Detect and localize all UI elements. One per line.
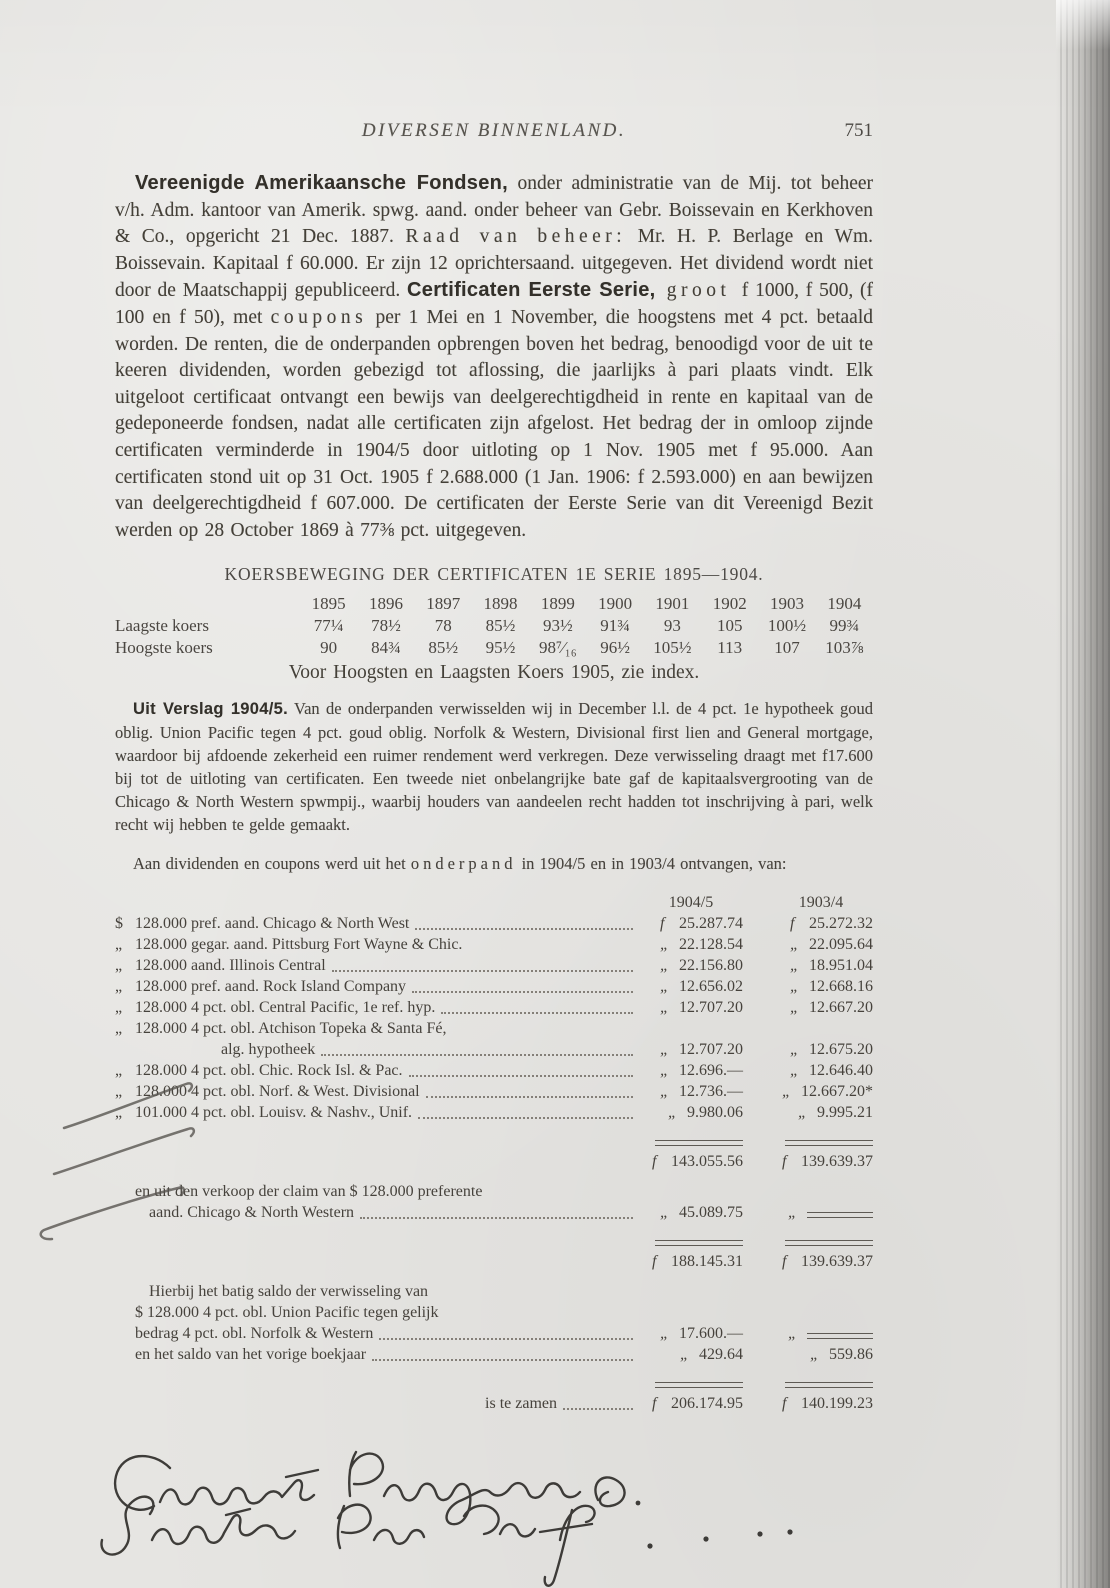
currency-mark: „ xyxy=(788,1203,797,1221)
currency-mark: „ xyxy=(790,956,799,974)
koers-cell: 85½ xyxy=(485,615,516,635)
running-head-title: DIVERSEN BINNENLAND. xyxy=(361,120,627,141)
koers-cell: 113 xyxy=(717,637,743,657)
amount-col2 xyxy=(769,1140,873,1149)
handwriting-word-w xyxy=(595,1477,624,1506)
line-text: Hierbij het batig saldo der verwisseling van xyxy=(149,1282,429,1300)
column-header-1904-5: 1904/5 xyxy=(668,893,714,911)
dotted-leader xyxy=(332,970,633,972)
koers-cell: 78 xyxy=(434,615,452,635)
double-rule xyxy=(785,1240,873,1246)
koers-cell: 1902 xyxy=(712,593,747,613)
amount-value: 12.707.20 xyxy=(679,998,743,1016)
ditto-mark: „ xyxy=(115,935,123,953)
text-run: Raad van beheer: xyxy=(405,226,627,248)
statement-row xyxy=(115,934,873,955)
koers-cell: 1899 xyxy=(540,593,575,613)
blank-dash xyxy=(807,1333,873,1339)
currency-mark: „ xyxy=(782,1082,791,1100)
book-fore-edge xyxy=(1056,0,1110,1588)
koers-cell: 100½ xyxy=(767,615,807,635)
amount-col1 xyxy=(639,1039,743,1060)
amount-col2 xyxy=(769,1102,873,1123)
dotted-leader xyxy=(360,1217,633,1219)
currency-mark: f xyxy=(652,1152,657,1170)
dotted-leader xyxy=(426,1096,633,1098)
handwriting-annotation xyxy=(101,1452,624,1586)
koers-cell: 1897 xyxy=(426,593,461,613)
statement-rule-row xyxy=(115,1228,873,1249)
dotted-leader xyxy=(441,1012,633,1014)
handwriting-dot xyxy=(757,1531,762,1536)
handwriting-word-southern xyxy=(101,1497,295,1555)
koers-footnote: Voor Hoogsten en Laagsten Koers 1905, zie index. xyxy=(288,661,700,683)
handwriting-word-pref xyxy=(464,1506,595,1586)
statement-row xyxy=(115,955,873,976)
statement-row xyxy=(115,1344,873,1365)
amount-col2 xyxy=(769,997,873,1018)
amount-col1 xyxy=(639,1060,743,1081)
amount-value: 559.86 xyxy=(829,1345,873,1363)
line-text: 128.000 aand. Illinois Central xyxy=(135,956,326,974)
currency-mark: „ xyxy=(660,977,669,995)
amount-col1 xyxy=(639,1251,743,1272)
statement-rule-row xyxy=(115,1128,873,1149)
koers-data-row xyxy=(115,615,873,637)
amount-col2 xyxy=(769,976,873,997)
amount-col1 xyxy=(639,1323,743,1344)
koers-cell: 107 xyxy=(774,637,800,657)
amount-value: 45.089.75 xyxy=(679,1203,743,1221)
dotted-leader xyxy=(412,991,633,993)
currency-mark: „ xyxy=(790,1040,799,1058)
double-rule xyxy=(655,1382,743,1388)
line-text: 128.000 4 pct. obl. Atchison Topeka & Santa Fé, xyxy=(135,1019,447,1037)
statement-lines xyxy=(115,913,873,1414)
koers-cell: 93 xyxy=(663,615,681,635)
handwriting-dot xyxy=(703,1536,708,1541)
dotted-leader xyxy=(563,1408,633,1410)
amount-col1 xyxy=(639,997,743,1018)
amount-col2 xyxy=(769,934,873,955)
koers-cell: 77¼ xyxy=(313,615,344,635)
text-run: groot xyxy=(655,280,742,302)
currency-mark: „ xyxy=(660,1061,669,1079)
amount-col1 xyxy=(639,1240,743,1249)
currency-mark: f xyxy=(782,1252,787,1270)
running-head-row xyxy=(115,120,873,142)
koers-cell: 1895 xyxy=(311,593,346,613)
koers-cell: 95½ xyxy=(485,637,516,657)
amount-value: 140.199.23 xyxy=(801,1394,873,1412)
dividend-statement xyxy=(115,892,873,1414)
amount-value: 12.736.— xyxy=(679,1082,743,1100)
ditto-mark: „ xyxy=(115,956,123,974)
koers-cell: 105 xyxy=(716,615,743,635)
currency-mark: f xyxy=(660,914,665,932)
koers-cell: 1903 xyxy=(770,593,805,613)
dotted-leader xyxy=(372,1359,633,1361)
amount-col2 xyxy=(769,955,873,976)
amount-col2 xyxy=(769,1251,873,1272)
currency-mark: „ xyxy=(790,998,799,1016)
ditto-mark: „ xyxy=(115,977,123,995)
amount-value: 22.095.64 xyxy=(809,935,873,953)
text-run: Mr. H. P. Berlage en Wm. Boissevain. Kapitaal f 60.000. Er zijn 12 oprichtersaand. uitgegeven. Het dividend wordt niet door de Maatschappij gepubliceerd. xyxy=(115,226,873,302)
line-text: en het saldo van het vorige boekjaar xyxy=(135,1345,367,1363)
amount-value: 12.675.20 xyxy=(809,1040,873,1058)
amount-value: 139.639.37 xyxy=(801,1152,873,1170)
currency-mark: „ xyxy=(668,1103,677,1121)
line-text: aand. Chicago & North Western xyxy=(149,1203,355,1221)
koers-cell: 1901 xyxy=(655,593,690,613)
amount-value: 9.980.06 xyxy=(687,1103,743,1121)
column-header-1903-4: 1903/4 xyxy=(798,893,844,911)
text-run: per 1 Mei en 1 November, die hoogstens met 4 pct. betaald worden. De renten, die de onderpanden opbrengen boven het bedrag, benoodigd voor de uit te keeren dividenden, worden gebezigd tot aflossing, die jaarlijks à pari plaats vindt. Elk uitgeloot certificaat ontvangt een bewijs van deelgerechtigdheid in rente en kapitaal van de gedeponeerde fondsen, nadat alle certificaten zijn afgelost. Het bedrag der in omloop zijnde certificaten verminderde in 1904/5 door uitloting op 1 Nov. 1905 met f 95.000. Aan certificaten stond uit op 31 Oct. 1905 f 2.688.000 (1 Jan. 1906: f 2.593.000) en aan bewijzen van deelgerechtigdheid f 607.000. De certificaten der Eerste Serie van dit Vereenigd Bezit werden op 28 October 1869 à 77⅜ pct. uitgegeven. xyxy=(115,306,873,541)
koers-cell: 99¾ xyxy=(829,615,860,635)
koers-cell: 105½ xyxy=(653,637,692,657)
text-run: in 1904/5 en in 1903/4 ontvangen, van: xyxy=(516,854,787,874)
text-run: Aan dividenden en coupons werd uit het xyxy=(133,854,411,874)
double-rule xyxy=(785,1382,873,1388)
amount-col1 xyxy=(639,1102,743,1123)
text-run: Van de onderpanden verwisselden wij in December l.l. de 4 pct. 1e hypotheek goud oblig. Union Pacific tegen 4 pct. goud oblig. Norfolk & Western, Divisional first lien and General mortgage, waardoor bij afdoende zekerheid een ruimer rendement werd verkregen. Deze verwisseling draagt met f17.600 bij tot de uitloting van certificaten. Een tweede niet onbelangrijke bate gaf de kapitaalsvergrooting van de Chicago & North Western spwmpij., waarbij houders van aandeelen recht hadden tot inschrijving à pari, welk recht wij hebben te gelde gemaakt. xyxy=(115,698,873,834)
amount-value: 12.696.— xyxy=(679,1061,743,1079)
currency-mark: f xyxy=(652,1394,657,1412)
handwriting-dot xyxy=(647,1543,652,1548)
amount-value: 22.156.80 xyxy=(679,956,743,974)
amount-value: 25.287.74 xyxy=(679,914,743,932)
statement-row xyxy=(115,997,873,1018)
amount-col1 xyxy=(639,1151,743,1172)
amount-value: 22.128.54 xyxy=(679,935,743,953)
dotted-leader xyxy=(418,1117,633,1119)
amount-value: 12.667.20* xyxy=(801,1082,873,1100)
currency-mark: „ xyxy=(788,1324,797,1342)
page-content xyxy=(115,120,873,1414)
line-text: 128.000 4 pct. obl. Norf. & West. Divisional xyxy=(135,1082,420,1100)
amount-value: 143.055.56 xyxy=(671,1152,743,1170)
currency-mark: „ xyxy=(810,1345,819,1363)
ditto-mark: „ xyxy=(115,1061,123,1079)
currency-mark: „ xyxy=(790,1061,799,1079)
statement-row xyxy=(115,1302,873,1323)
line-text: bedrag 4 pct. obl. Norfolk & Western xyxy=(135,1324,374,1342)
dotted-leader xyxy=(379,1338,633,1340)
koers-cell: 1904 xyxy=(827,593,862,613)
text-run: coupons xyxy=(270,306,368,328)
currency-mark: f xyxy=(790,914,795,932)
statement-row xyxy=(115,913,873,934)
currency-mark: „ xyxy=(660,1203,669,1221)
ditto-mark: $ xyxy=(115,914,123,932)
double-rule xyxy=(655,1140,743,1146)
koers-cell: 93½ xyxy=(542,615,573,635)
line-text: 128.000 pref. aand. Chicago & North West xyxy=(135,914,410,932)
amount-value: 188.145.31 xyxy=(671,1252,743,1270)
amount-value: 12.668.16 xyxy=(809,977,873,995)
text-run: onder administratie van de Mij. tot beheer v/h. Adm. kantoor van Amerik. spwg. aand. onder beheer van Gebr. Boissevain en Kerkhoven & Co., opgericht 21 Dec. 1887. xyxy=(115,173,873,248)
koers-row-label xyxy=(115,593,300,615)
statement-row xyxy=(115,1039,873,1060)
blank-dash xyxy=(807,1212,873,1218)
line-text: 128.000 4 pct. obl. Chic. Rock Isl. & Pac. xyxy=(135,1061,403,1079)
currency-mark: „ xyxy=(790,977,799,995)
currency-mark: „ xyxy=(680,1345,689,1363)
line-text: 128.000 gegar. aand. Pittsburg Fort Wayne & Chic. xyxy=(135,935,463,953)
statement-row xyxy=(115,1323,873,1344)
double-rule xyxy=(655,1240,743,1246)
amount-col2 xyxy=(769,1039,873,1060)
ditto-mark: „ xyxy=(115,1103,123,1121)
amount-col2 xyxy=(769,1393,873,1414)
koers-cell: 91¾ xyxy=(600,615,630,635)
amount-value: 12.707.20 xyxy=(679,1040,743,1058)
amount-col1 xyxy=(639,1081,743,1102)
amount-value: 17.600.— xyxy=(679,1324,743,1342)
statement-row xyxy=(115,1060,873,1081)
amount-col2 xyxy=(769,1081,873,1102)
amount-value: 12.646.40 xyxy=(809,1061,873,1079)
line-text: 101.000 4 pct. obl. Louisv. & Nashv., Unif. xyxy=(135,1103,413,1121)
currency-mark: f xyxy=(782,1152,787,1170)
statement-row xyxy=(115,1102,873,1123)
statement-row xyxy=(115,1151,873,1172)
handwriting-dot xyxy=(636,1501,641,1506)
koers-table xyxy=(115,593,873,659)
amount-col2 xyxy=(769,1151,873,1172)
amount-col2 xyxy=(769,1344,873,1365)
amount-col1 xyxy=(639,1202,743,1223)
currency-mark: „ xyxy=(790,935,799,953)
statement-row xyxy=(115,976,873,997)
statement-row xyxy=(115,1081,873,1102)
koers-data-row xyxy=(115,637,873,659)
koers-row-label: Hoogste koers xyxy=(115,637,213,657)
handwriting-dot xyxy=(787,1529,792,1534)
text-run: onderpand xyxy=(410,854,517,874)
amount-col2 xyxy=(769,1202,873,1223)
koers-cell: 1898 xyxy=(483,593,518,613)
amount-value: 9.995.21 xyxy=(817,1103,873,1121)
statement-gap xyxy=(115,1172,873,1181)
handwriting-word-convert xyxy=(115,1456,318,1510)
line-text: en uit den verkoop der claim van $ 128.000 preferente xyxy=(135,1182,483,1200)
text-run: Uit Verslag 1904/5. xyxy=(133,699,288,718)
currency-mark: „ xyxy=(660,1082,669,1100)
dotted-leader xyxy=(409,1075,633,1077)
amount-col2 xyxy=(769,1060,873,1081)
ditto-mark: „ xyxy=(115,998,123,1016)
onderpand-intro xyxy=(115,852,873,875)
amount-col1 xyxy=(639,1344,743,1365)
amount-col1 xyxy=(639,955,743,976)
amount-value: 139.639.37 xyxy=(801,1252,873,1270)
amount-col1 xyxy=(639,913,743,934)
koers-cell: 1896 xyxy=(368,593,403,613)
amount-col2 xyxy=(769,1382,873,1391)
amount-value: 12.667.20 xyxy=(809,998,873,1016)
amount-value: 18.951.04 xyxy=(809,956,873,974)
koers-section xyxy=(115,564,873,684)
statement-row xyxy=(115,1018,873,1039)
line-text: is te zamen xyxy=(485,1394,557,1412)
koers-cell: 84¾ xyxy=(371,637,401,657)
koers-cell: 85½ xyxy=(428,637,459,657)
amount-value: 25.272.32 xyxy=(809,914,873,932)
ditto-mark: „ xyxy=(115,1019,123,1037)
handwriting-word-pensylvania xyxy=(349,1452,580,1524)
amount-col1 xyxy=(639,976,743,997)
amount-col2 xyxy=(769,1323,873,1344)
amount-value: 429.64 xyxy=(699,1345,743,1363)
statement-row xyxy=(115,1181,873,1202)
currency-mark: „ xyxy=(660,998,669,1016)
dotted-leader xyxy=(415,928,633,930)
koers-table-title: KOERSBEWEGING DER CERTIFICATEN 1E SERIE 1895—1904. xyxy=(224,563,764,584)
line-text: 128.000 4 pct. obl. Central Pacific, 1e ref. hyp. xyxy=(135,998,436,1016)
dotted-leader xyxy=(321,1054,633,1056)
amount-col2 xyxy=(769,913,873,934)
text-run: Vereenigde Amerikaansche Fondsen, xyxy=(135,172,509,194)
statement-row xyxy=(115,1393,873,1414)
koers-row-label: Laagste koers xyxy=(115,615,209,635)
currency-mark: f xyxy=(782,1394,787,1412)
statement-column-headers xyxy=(115,892,873,913)
koers-cell: 78½ xyxy=(371,615,401,635)
page-number: 751 xyxy=(844,120,873,141)
amount-col1 xyxy=(639,1382,743,1391)
amount-value: 206.174.95 xyxy=(671,1394,743,1412)
double-rule xyxy=(785,1140,873,1146)
text-run: Certificaten Eerste Serie, xyxy=(407,279,656,302)
currency-mark: f xyxy=(652,1252,657,1270)
verslag-paragraph xyxy=(115,697,873,836)
currency-mark: „ xyxy=(660,935,669,953)
koers-cell: 96½ xyxy=(600,637,630,657)
koers-cell: 90 xyxy=(320,637,338,657)
handwriting-dots xyxy=(636,1501,793,1549)
line-text: $ 128.000 4 pct. obl. Union Pacific tegen gelijk xyxy=(135,1303,439,1321)
ditto-mark: „ xyxy=(115,1082,123,1100)
line-text: alg. hypotheek xyxy=(221,1040,316,1058)
handwriting-word-pac xyxy=(338,1505,424,1548)
statement-row xyxy=(115,1281,873,1302)
currency-mark: „ xyxy=(798,1103,807,1121)
statement-rule-row xyxy=(115,1370,873,1391)
statement-gap xyxy=(115,1272,873,1281)
amount-col1 xyxy=(639,1140,743,1149)
koers-cell: 103⅞ xyxy=(825,637,864,657)
koers-years-row xyxy=(115,593,873,615)
line-text: 128.000 pref. aand. Rock Island Company xyxy=(135,977,407,995)
main-paragraph xyxy=(115,170,873,544)
text-run: f 1000, f 500, (f 100 en f 50), met xyxy=(115,280,874,328)
amount-value: 12.656.02 xyxy=(679,977,743,995)
amount-col2 xyxy=(769,1240,873,1249)
currency-mark: „ xyxy=(660,956,669,974)
currency-mark: „ xyxy=(660,1324,669,1342)
amount-col1 xyxy=(639,934,743,955)
statement-row xyxy=(115,1202,873,1223)
currency-mark: „ xyxy=(660,1040,669,1058)
koers-cell: 1900 xyxy=(598,593,633,613)
koers-cell: 98⁷⁄₁₆ xyxy=(539,637,577,657)
amount-col1 xyxy=(639,1393,743,1414)
statement-row xyxy=(115,1251,873,1272)
